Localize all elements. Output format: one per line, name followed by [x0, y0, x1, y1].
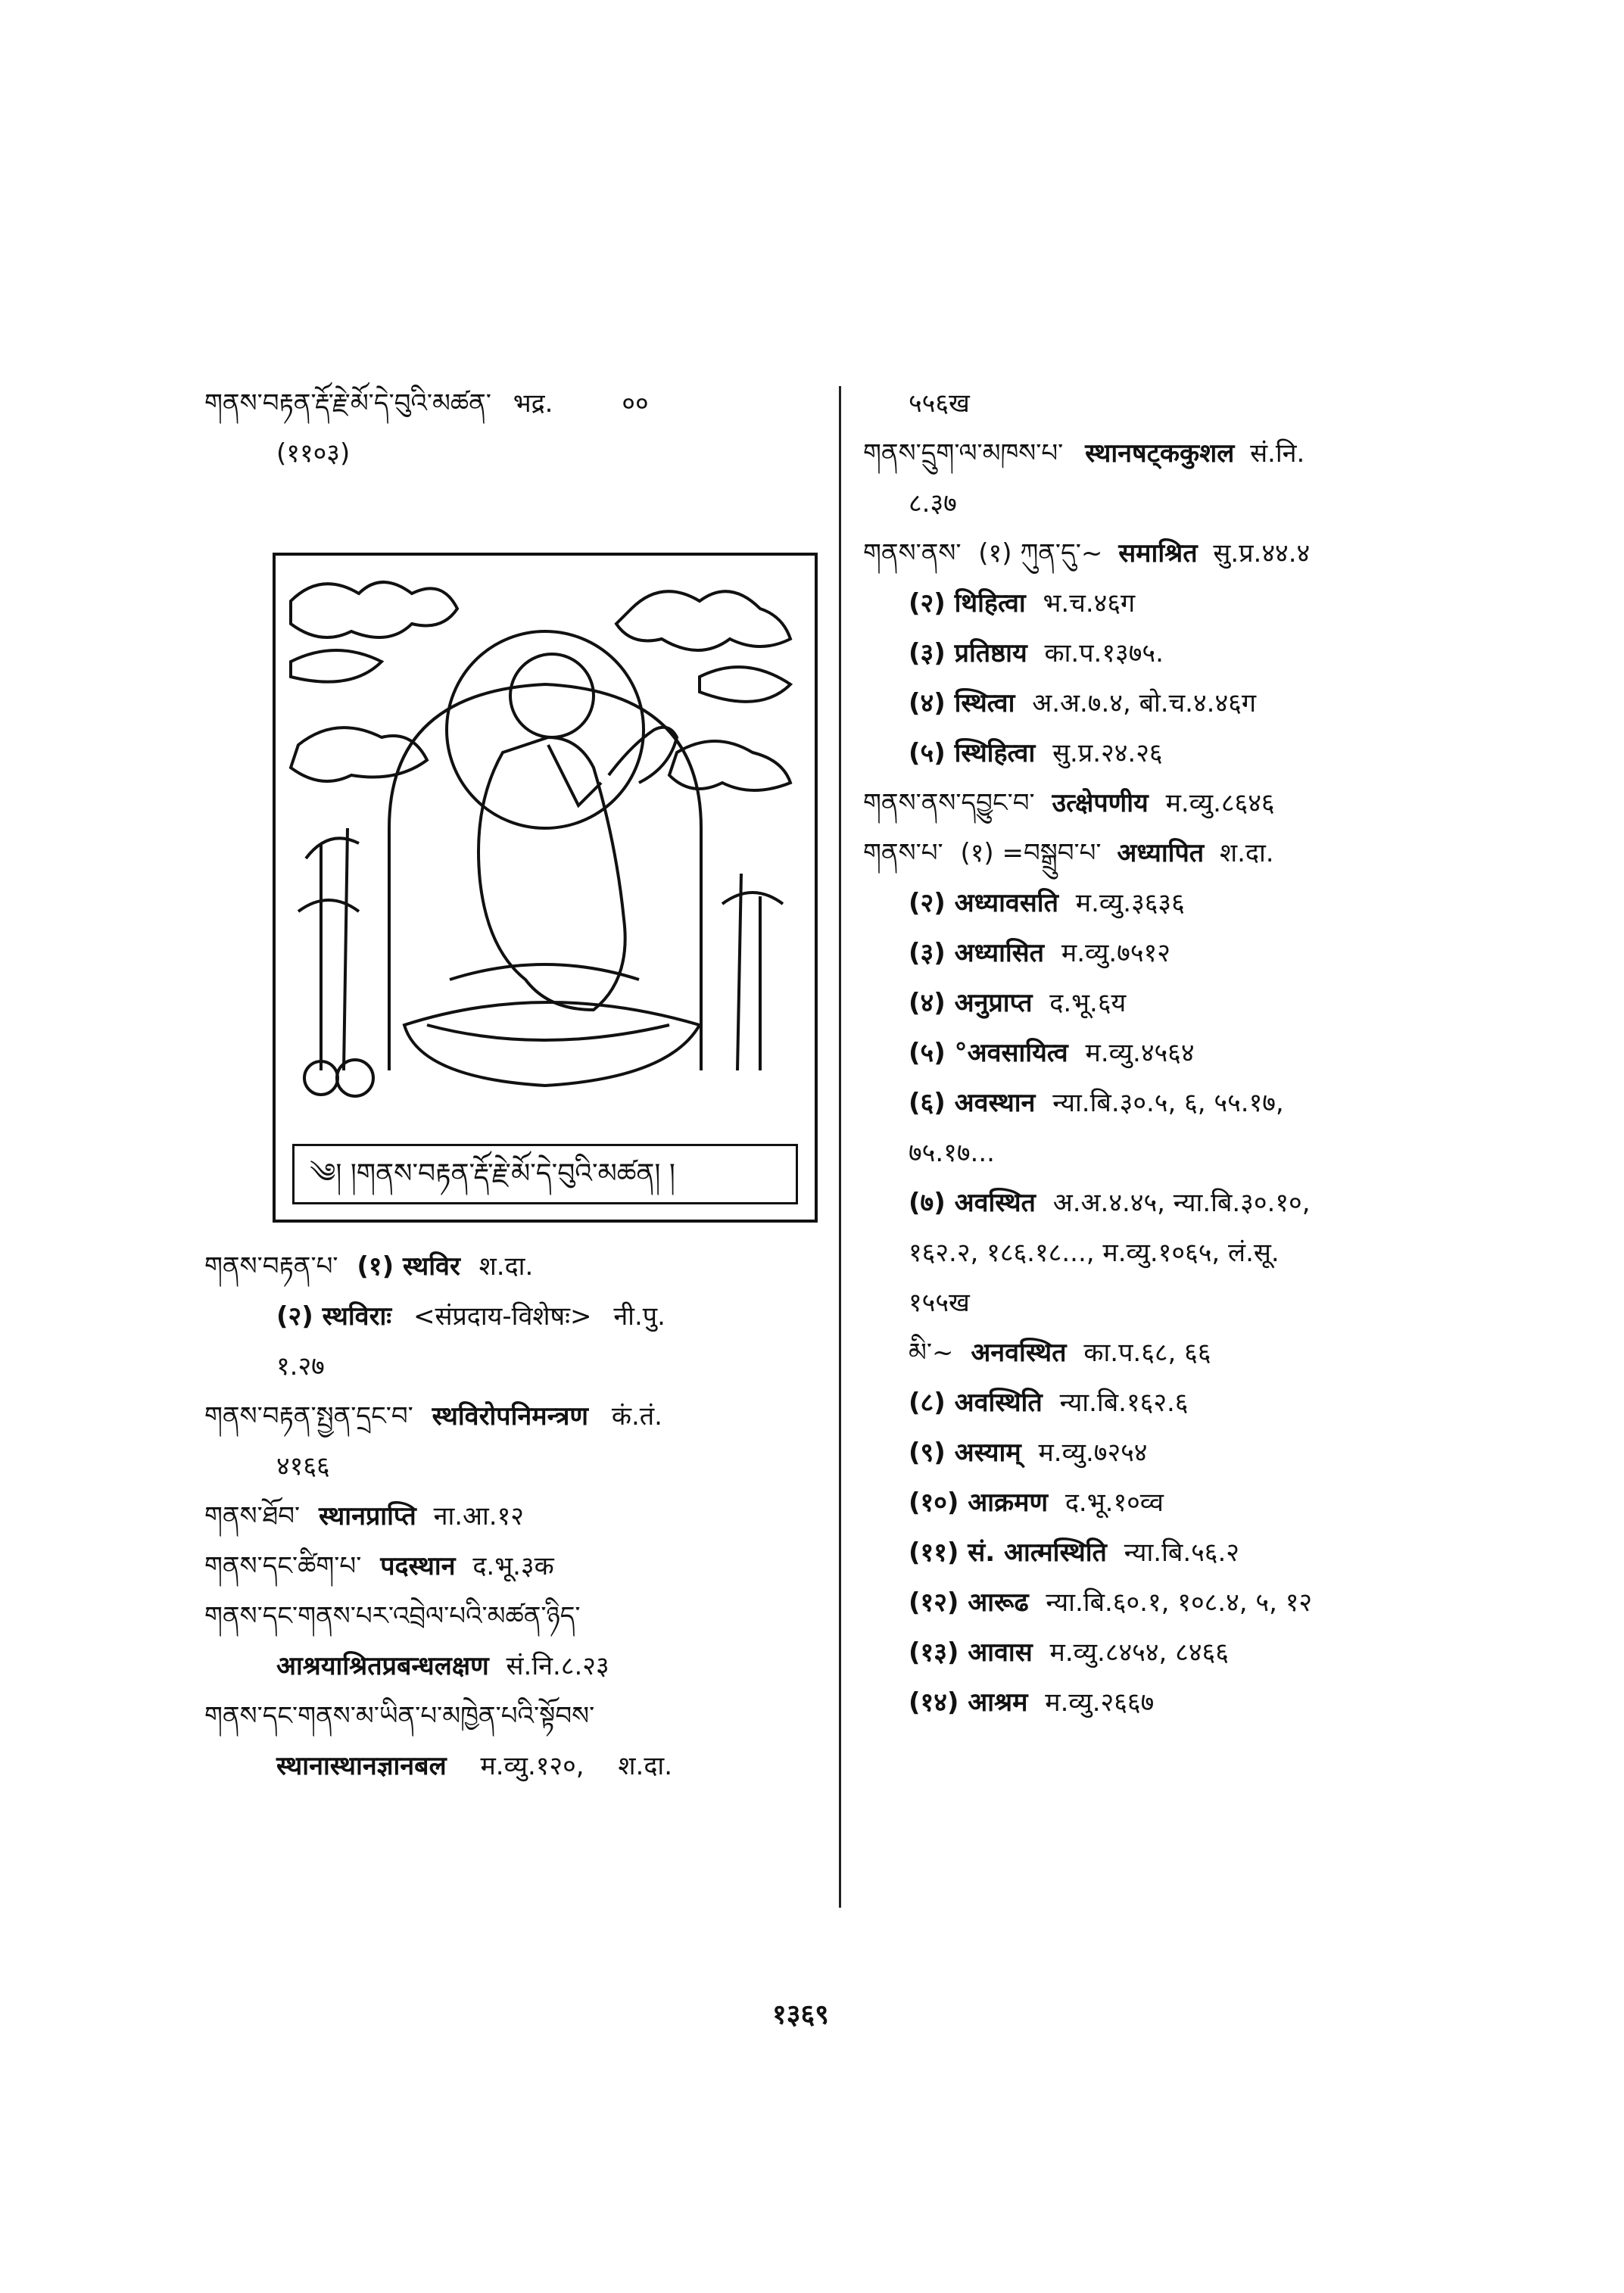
right-entry-2-tibetan: གནས་ནས་: [863, 538, 962, 569]
right-entry-3-tibetan: གནས་ནས་དབྱུང་བ་: [863, 788, 1035, 818]
right-entry-4-sense-9: (९) अस्याम्: [909, 1438, 1021, 1468]
right-entry-4-negation-sanskrit: अनवस्थित: [971, 1338, 1067, 1368]
entry-5-ref: सं.नि.८.२३: [506, 1651, 609, 1681]
entry-3-tibetan: གནས་ཐོབ་: [204, 1501, 301, 1531]
right-entry-4-sense-13-line: [863, 1628, 1484, 1678]
entry-5-tibetan: གནས་དང་གནས་པར་འབྲེལ་པའི་མཚན་ཉིད་: [204, 1601, 581, 1631]
right-entry-4: [863, 828, 1484, 878]
entry-2-ref2: ४१६६: [276, 1451, 330, 1481]
right-entry-4-sense-5-ref: म.व्यु.४५६४: [1085, 1038, 1195, 1068]
entry-6-tibetan: གནས་དང་གནས་མ་ཡིན་པ་མཁྱེན་པའི་སྟོབས་: [204, 1701, 595, 1731]
right-entry-4-sense-12-line: [863, 1578, 1484, 1628]
right-entry-4-sense-4-ref: द.भू.६य: [1049, 988, 1127, 1018]
entry-4-sanskrit: पदस्थान: [380, 1551, 456, 1581]
right-entry-4-sense-3-ref: म.व्यु.७५१२: [1061, 938, 1170, 968]
right-entry-4-sense-8-ref: न्या.बि.१६२.६: [1059, 1388, 1189, 1418]
entry-3-ref: ना.आ.१२: [433, 1501, 524, 1531]
headword-line2: (११०३): [276, 438, 351, 469]
right-entry-4-tibetan: གནས་པ་: [863, 838, 943, 868]
page-number: १३६९: [772, 1999, 829, 2030]
entry-2-tibetan: གནས་བརྟན་སྤྱན་དྲང་བ་: [204, 1401, 413, 1432]
entry-1-sense-1: (१) स्थविर: [357, 1251, 460, 1282]
right-column: [863, 379, 1484, 1728]
right-entry-2-sense-1-ref: सु.प्र.४४.४: [1213, 538, 1311, 569]
right-entry-3: [863, 778, 1484, 828]
right-entry-4-sense-14: (१४) आश्रम: [909, 1687, 1028, 1718]
right-entry-4-sense-12-ref: न्या.बि.६०.१, १०८.४, ५, १२: [1046, 1587, 1313, 1618]
entry-3: [204, 1491, 825, 1541]
entry-1-ref: श.दा.: [478, 1251, 534, 1282]
right-entry-4-sense-1: (१) =བསྒྲུབ་པ་: [960, 838, 1102, 868]
entry-4-ref: द.भू.३क: [472, 1551, 554, 1581]
right-entry-4-sense-7-ref2: १६२.२, १८६.१८..., म.व्यु.१०६५, लं.सू.: [909, 1238, 1280, 1268]
entry-1-tibetan: གནས་བརྟན་པ་: [204, 1251, 338, 1282]
entry-2-sanskrit: स्थविरोपनिमन्त्रण: [432, 1401, 589, 1432]
right-entry-2-sense-3-line: [863, 628, 1484, 678]
right-entry-1-ref: सं.नि.: [1250, 438, 1305, 469]
right-entry-2-sense-4: (४) स्थित्वा: [909, 688, 1015, 718]
entry-1-sense-2: (२) स्थविराः: [276, 1301, 392, 1332]
right-entry-4-sense-10-line: [863, 1478, 1484, 1528]
right-entry-2-sense-5-ref: सु.प्र.२४.२६: [1052, 738, 1163, 768]
right-entry-2-sense-2-line: [863, 578, 1484, 628]
left-column-entries: [204, 1242, 825, 1791]
entry-1: [204, 1242, 825, 1291]
entry-1-sense-2-note: <संप्रदाय-विशेषः>: [413, 1301, 592, 1332]
right-entry-4-sense-11: (११) सं. आत्मस्थिति: [909, 1537, 1107, 1568]
right-entry-4-sense-4: (४) अनुप्राप्त: [909, 988, 1033, 1018]
right-entry-2-sense-5-line: [863, 728, 1484, 778]
right-entry-2-sense-5: (५) स्थिहित्वा: [909, 738, 1036, 768]
entry-2-ref: कं.तं.: [611, 1401, 662, 1432]
right-entry-4-sense-6-ref: न्या.बि.३०.५, ६, ५५.१७,: [1052, 1088, 1284, 1118]
right-entry-4-sense-8: (८) अवस्थिति: [909, 1388, 1043, 1418]
entry-6-sanskrit-line: [204, 1741, 825, 1791]
right-entry-1-ref2: ८.३७: [909, 488, 957, 519]
right-entry-4-sense-14-line: [863, 1678, 1484, 1728]
right-entry-4-sense-2-ref: म.व्यु.३६३६: [1075, 888, 1185, 918]
headword-num: ००: [622, 388, 649, 419]
right-entry-1-sanskrit: स्थानषट्ककुशल: [1085, 438, 1235, 469]
right-entry-4-sense-3: (३) अध्यासित: [909, 938, 1045, 968]
right-entry-4-sense-9-ref: म.व्यु.७२५४: [1038, 1438, 1148, 1468]
headword-ref: भद्र.: [513, 388, 553, 419]
right-entry-4-sense-11-ref: न्या.बि.५६.२: [1124, 1537, 1239, 1568]
headword-line: [204, 379, 825, 428]
entry-6: [204, 1691, 825, 1741]
right-entry-4-negation-line: [863, 1328, 1484, 1378]
right-entry-4-sense-10: (१०) आक्रमण: [909, 1488, 1049, 1518]
right-entry-4-sense-1-ref: श.दा.: [1220, 838, 1274, 868]
right-entry-2-sense-4-line: [863, 678, 1484, 728]
entry-5: [204, 1591, 825, 1641]
left-column: [204, 379, 825, 478]
entry-5-sanskrit-line: [204, 1641, 825, 1691]
right-entry-2-sense-4-ref: अ.अ.७.४, बो.च.४.४६ग: [1032, 688, 1256, 718]
entry-1-sense-2-ref: नी.पु.: [613, 1301, 665, 1332]
right-entry-4-sense-7: (७) अवस्थित: [909, 1188, 1036, 1218]
entry-1-sense-2-ref2: १.२७: [276, 1351, 325, 1382]
right-entry-1: [863, 428, 1484, 478]
arhat-figure-image: [276, 556, 815, 1139]
right-entry-3-sanskrit: उत्क्षेपणीय: [1052, 788, 1149, 818]
arhat-illustration: [273, 553, 818, 1223]
right-entry-4-sense-2-line: [863, 878, 1484, 928]
entry-5-sanskrit: आश्रयाश्रितप्रबन्धलक्षण: [276, 1651, 489, 1681]
entry-6-sanskrit: स्थानास्थानज्ञानबल: [276, 1751, 447, 1781]
right-entry-4-sense-8-line: [863, 1378, 1484, 1428]
right-entry-4-sense-7-ref: अ.अ.४.४५, न्या.बि.३०.१०,: [1052, 1188, 1311, 1218]
right-entry-4-sense-11-line: [863, 1528, 1484, 1578]
right-entry-4-sense-6-ref2: ७५.१७...: [909, 1138, 995, 1168]
right-entry-4-sense-13-ref: म.व्यु.८४५४, ८४६६: [1049, 1637, 1229, 1668]
entry-6-ref: म.व्यु.१२०,: [480, 1751, 584, 1781]
right-entry-4-sense-3-line: [863, 928, 1484, 978]
right-entry-4-sense-7-line: [863, 1178, 1484, 1228]
right-entry-4-sense-5-line: [863, 1028, 1484, 1078]
right-entry-4-sense-5: (५) °अवसायित्व: [909, 1038, 1068, 1068]
right-entry-4-sense-14-ref: म.व्यु.२६६७: [1045, 1687, 1155, 1718]
right-entry-2-sense-1-sanskrit: समाश्रित: [1118, 538, 1198, 569]
right-entry-2-sense-2-ref: भ.च.४६ग: [1043, 588, 1136, 618]
entry-4: [204, 1541, 825, 1591]
entry-2: [204, 1391, 825, 1441]
column-divider: [839, 386, 841, 1908]
right-entry-4-sense-9-line: [863, 1428, 1484, 1478]
right-entry-4-sense-12: (१२) आरूढ: [909, 1587, 1029, 1618]
right-entry-4-sense-7-ref3: १५५ख: [909, 1288, 970, 1318]
right-entry-2-sense-2: (२) थिहित्वा: [909, 588, 1026, 618]
right-entry-4-sense-6-line: [863, 1078, 1484, 1128]
right-entry-2-sense-3-ref: का.प.१३७५.: [1044, 638, 1164, 668]
right-entry-3-ref: म.व्यु.८६४६: [1165, 788, 1275, 818]
right-entry-2-sense-1: (१) ཀུན་དུ་~: [978, 538, 1103, 569]
right-entry-4-sense-13: (१३) आवास: [909, 1637, 1033, 1668]
plate-caption: ༄། །གནས་བརྟན་རྡོ་རྗེ་མོ་དེ་བུའི་མཚན། །: [292, 1144, 798, 1204]
right-entry-4-negation-ref: का.प.६८, ६६: [1083, 1338, 1211, 1368]
right-entry-2-sense-3: (३) प्रतिष्ठाय: [909, 638, 1027, 668]
right-entry-4-sense-2: (२) अध्यावसति: [909, 888, 1058, 918]
right-entry-2: [863, 528, 1484, 578]
right-entry-4-sense-10-ref: द.भू.१०व्व: [1064, 1488, 1164, 1518]
headword-tibetan: གནས་བརྟན་རྡོ་རྗེ་མོ་དེ་བུའི་མཚན་: [204, 388, 491, 419]
right-entry-4-sense-4-line: [863, 978, 1484, 1028]
right-entry-4-negation-tibetan: མི་~: [909, 1338, 954, 1368]
right-entry-1-tibetan: གནས་དྲུག་ལ་མཁས་པ་: [863, 438, 1064, 469]
right-continuation: ५५६ख: [909, 388, 970, 419]
right-entry-4-sense-1-sanskrit: अध्यापित: [1117, 838, 1205, 868]
entry-3-sanskrit: स्थानप्राप्ति: [319, 1501, 416, 1531]
entry-4-tibetan: གནས་དང་ཚིག་པ་: [204, 1551, 362, 1581]
right-entry-4-sense-6: (६) अवस्थान: [909, 1088, 1036, 1118]
entry-1-sense-2-line: [204, 1291, 825, 1341]
entry-6-ref2: श.दा.: [618, 1751, 673, 1781]
